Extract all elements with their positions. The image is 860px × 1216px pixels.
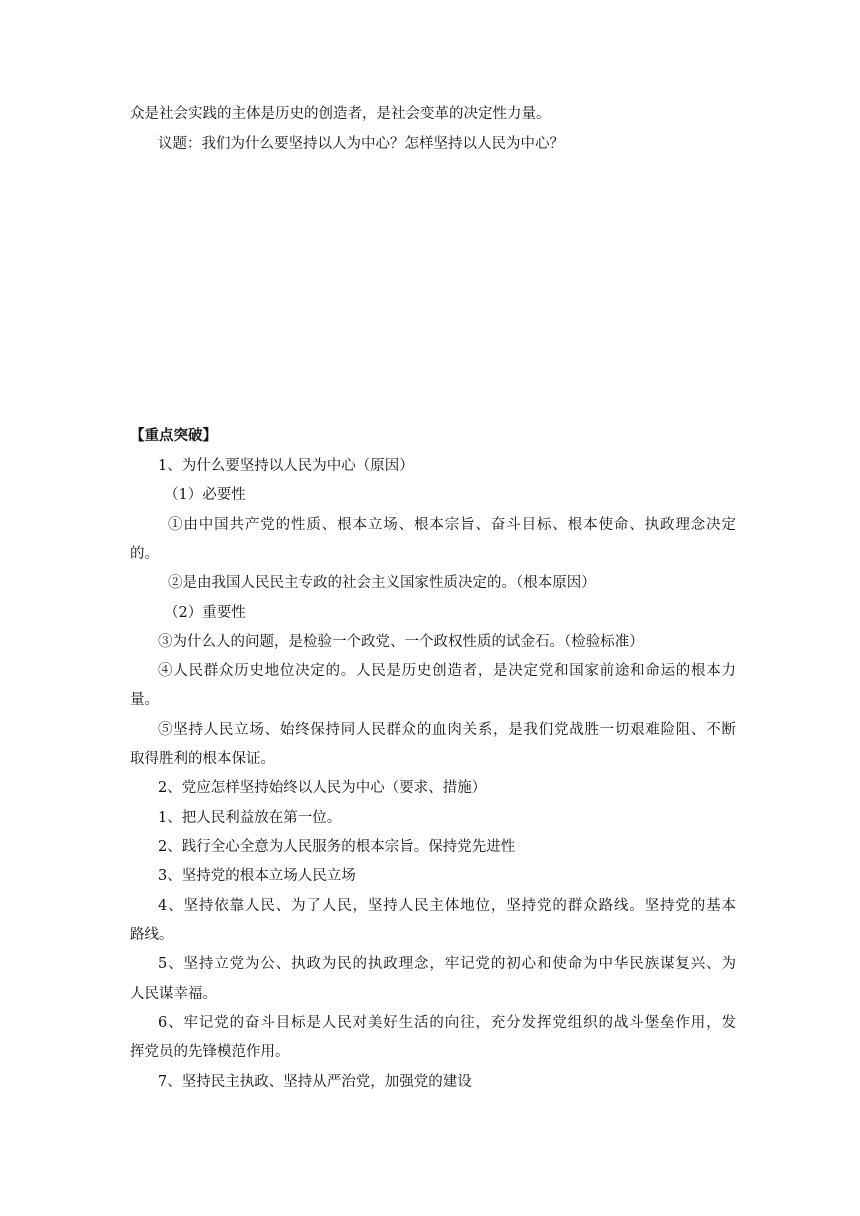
- necessity-point-2: ②是由我国人民民主专政的社会主义国家性质决定的。（根本原因）: [168, 575, 596, 591]
- measure-7: 7、坚持民主执政、坚持从严治党，加强党的建设: [158, 1074, 472, 1090]
- measure-6: 6、牢记党的奋斗目标是人民对美好生活的向往，充分发挥党组织的战斗堡垒作用，发: [158, 1015, 736, 1031]
- section-heading: 【重点突破】: [130, 427, 217, 444]
- question-1: 1、为什么要坚持以人民为中心（原因）: [158, 458, 414, 474]
- measure-3: 3、坚持党的根本立场人民立场: [158, 868, 356, 884]
- necessity-point-1: ①由中国共产党的性质、根本立场、根本宗旨、奋斗目标、根本使命、执政理念决定: [168, 517, 736, 533]
- importance-label: （2）重要性: [164, 605, 246, 621]
- measure-6-cont: 挥党员的先锋模范作用。: [130, 1044, 290, 1060]
- importance-point-5-cont: 取得胜利的根本保证。: [130, 751, 275, 767]
- measure-1: 1、把人民利益放在第一位。: [158, 810, 342, 826]
- importance-point-3: ③为什么人的问题，是检验一个政党、一个政权性质的试金石。（检验标准）: [158, 634, 644, 650]
- measure-4: 4、坚持依靠人民、为了人民，坚持人民主体地位，坚持党的群众路线。坚持党的基本: [158, 898, 736, 914]
- necessity-point-1-cont: 的。: [130, 546, 159, 562]
- intro-line-1: 众是社会实践的主体是历史的创造者，是社会变革的决定性力量。: [130, 106, 551, 122]
- importance-point-4-cont: 量。: [130, 692, 159, 708]
- measure-5: 5、坚持立党为公、执政为民的执政理念，牢记党的初心和使命为中华民族谋复兴、为: [158, 956, 736, 972]
- measure-2: 2、践行全心全意为人民服务的根本宗旨。保持党先进性: [158, 839, 516, 855]
- topic-question: 议题：我们为什么要坚持以人为中心？怎样坚持以人民为中心？: [158, 136, 564, 152]
- measure-5-cont: 人民谋幸福。: [130, 986, 217, 1002]
- question-2: 2、党应怎样坚持始终以人民为中心（要求、措施）: [158, 780, 487, 796]
- measure-4-cont: 路线。: [130, 927, 174, 943]
- importance-point-5: ⑤坚持人民立场、始终保持同人民群众的血肉关系，是我们党战胜一切艰难险阻、不断: [158, 722, 736, 738]
- necessity-label: （1）必要性: [164, 487, 246, 503]
- importance-point-4: ④人民群众历史地位决定的。人民是历史创造者，是决定党和国家前途和命运的根本力: [158, 663, 736, 679]
